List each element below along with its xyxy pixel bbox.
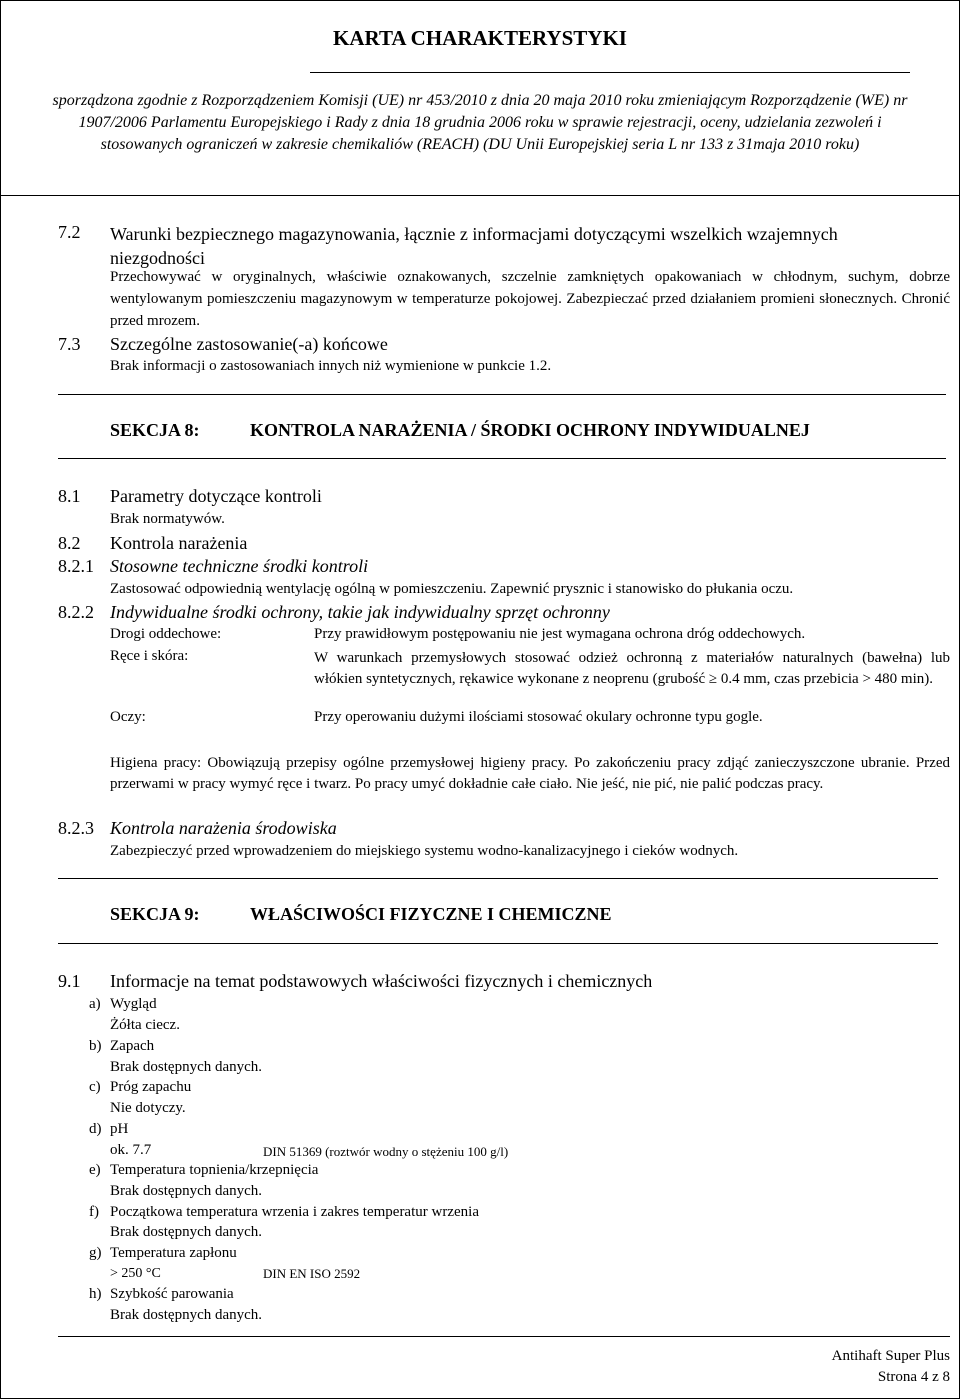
section-7-2-text: Przechowywać w oryginalnych, właściwie oznakowanych, szczelnie zamkniętych opakowaniach w chłodnym, suchym, dobrze wentylowanym pomieszczeniu magazynowym w temperaturze pokojowej. Zabezpieczać przed działaniem promieni słonecznych. Chronić przed mrozem.	[110, 269, 950, 329]
section-8-label: SEKCJA 8:	[110, 420, 200, 440]
property-name: Próg zapachu	[110, 1079, 192, 1095]
hygiene-text: Higiena pracy: Obowiązują przepisy ogólne przemysłowej higieny pracy. Po zakończeniu pracy zdjąć zanieczyszczone ubranie. Przed przerwami w pracy wymyć ręce i twarz. Po pracy umyć dokładnie całe ciało. Nie jeść, nie pić, nie palić podczas pracy.	[110, 755, 950, 792]
section-8-1-text: Brak normatywów.	[110, 511, 225, 527]
property-letter: e)	[89, 1162, 101, 1178]
ppe-value-eyes: Przy operowaniu dużymi ilościami stosować okulary ochronne typu gogle.	[314, 709, 763, 725]
section-8-1-title: Parametry dotyczące kontroli	[110, 486, 322, 506]
section-8-title: KONTROLA NARAŻENIA / ŚRODKI OCHRONY INDYWIDUALNEJ	[250, 420, 810, 440]
property-value: Brak dostępnych danych.	[110, 1183, 263, 1199]
section-8-2-3-title: Kontrola narażenia środowiska	[110, 818, 337, 838]
ppe-value-hands-skin: W warunkach przemysłowych stosować odzież ochronną z materiałów naturalnych (bawełna) lub włókien syntetycznych, rękawice wykonane z neoprenu (grubość ≥ 0.4 mm, czas przebicia > 480 min).	[314, 650, 950, 687]
section-9-label: SEKCJA 9:	[110, 904, 200, 924]
property-value: ok. 7.7	[110, 1142, 152, 1158]
section-8-2-3-text: Zabezpieczyć przed wprowadzeniem do miejskiego systemu wodno-kanalizacyjnego i cieków wodnych.	[110, 843, 739, 859]
section-7-3-title: Szczególne zastosowanie(-a) końcowe	[110, 334, 388, 354]
header-divider	[0, 195, 960, 196]
property-letter: a)	[89, 996, 101, 1012]
section-8-2-2-title: Indywidualne środki ochrony, takie jak indywidualny sprzęt ochronny	[110, 602, 610, 622]
property-letter: d)	[89, 1121, 102, 1137]
property-value: Nie dotyczy.	[110, 1100, 186, 1116]
property-value: Żółta ciecz.	[110, 1017, 180, 1033]
section-rule	[58, 878, 938, 879]
document-subtitle: sporządzona zgodnie z Rozporządzeniem Komisji (UE) nr 453/2010 z dnia 20 maja 2010 roku zmieniającym Rozporządzenie (WE) nr 1907/2006 Parlamentu Europejskiego i Rady z dnia 18 grudnia 2006 roku w sprawie rejestracji, oceny, udzielania zezwoleń i stosowanych ograniczeń w zakresie chemikaliów (REACH) (DU Unii Europejskiej seria L nr 133 z 31maja 2010 roku)	[52, 92, 908, 153]
section-7-3-number: 7.3	[58, 334, 81, 354]
property-value: Brak dostępnych danych.	[110, 1224, 263, 1240]
property-value: Brak dostępnych danych.	[110, 1059, 263, 1075]
footer-rule	[58, 1336, 950, 1337]
section-7-2-number: 7.2	[58, 222, 81, 242]
property-name: Temperatura topnienia/krzepnięcia	[110, 1162, 319, 1178]
section-8-2-1-text: Zastosować odpowiednią wentylację ogólną w pomieszczeniu. Zapewnić prysznic i stanowisko do płukania oczu.	[110, 581, 794, 597]
ppe-label-respiratory: Drogi oddechowe:	[110, 626, 222, 642]
header-rule	[310, 72, 910, 73]
property-letter: b)	[89, 1038, 102, 1054]
ppe-label-eyes: Oczy:	[110, 709, 146, 725]
section-8-2-number: 8.2	[58, 533, 81, 553]
section-8-2-3-number: 8.2.3	[58, 818, 94, 838]
section-rule	[58, 394, 946, 395]
section-9-1-number: 9.1	[58, 971, 81, 991]
property-note: DIN 51369 (roztwór wodny o stężeniu 100 g/l)	[263, 1144, 509, 1159]
property-letter: f)	[89, 1204, 99, 1220]
property-name: Początkowa temperatura wrzenia i zakres temperatur wrzenia	[110, 1204, 479, 1220]
footer-product: Antihaft Super Plus	[831, 1348, 950, 1364]
property-letter: g)	[89, 1245, 102, 1261]
property-value: > 250 °C	[110, 1266, 161, 1281]
section-8-2-title: Kontrola narażenia	[110, 533, 248, 553]
section-8-2-2-number: 8.2.2	[58, 602, 94, 622]
footer-page-number: Strona 4 z 8	[877, 1369, 950, 1385]
property-name: Zapach	[110, 1038, 155, 1054]
section-rule	[58, 458, 946, 459]
section-7-3-text: Brak informacji o zastosowaniach innych niż wymienione w punkcie 1.2.	[110, 358, 552, 374]
ppe-value-respiratory: Przy prawidłowym postępowaniu nie jest wymagana ochrona dróg oddechowych.	[314, 626, 806, 642]
section-8-2-1-number: 8.2.1	[58, 556, 94, 576]
section-rule	[58, 943, 938, 944]
section-9-1-title: Informacje na temat podstawowych właściwości fizycznych i chemicznych	[110, 971, 653, 991]
property-name: Temperatura zapłonu	[110, 1245, 237, 1261]
section-8-1-number: 8.1	[58, 486, 81, 506]
ppe-label-hands-skin: Ręce i skóra:	[110, 648, 189, 664]
property-letter: c)	[89, 1079, 101, 1095]
property-letter: h)	[89, 1286, 102, 1302]
property-value: Brak dostępnych danych.	[110, 1307, 263, 1323]
section-7-2-title: Warunki bezpiecznego magazynowania, łącznie z informacjami dotyczącymi wszelkich wzajemnych niezgodności	[110, 224, 838, 268]
property-name: pH	[110, 1121, 129, 1137]
section-9-title: WŁAŚCIWOŚCI FIZYCZNE I CHEMICZNE	[250, 904, 612, 924]
document-title: KARTA CHARAKTERYSTYKI	[333, 26, 627, 50]
property-name: Szybkość parowania	[110, 1286, 234, 1302]
section-8-2-1-title: Stosowne techniczne środki kontroli	[110, 556, 369, 576]
property-note: DIN EN ISO 2592	[263, 1266, 361, 1281]
property-name: Wygląd	[110, 996, 157, 1012]
